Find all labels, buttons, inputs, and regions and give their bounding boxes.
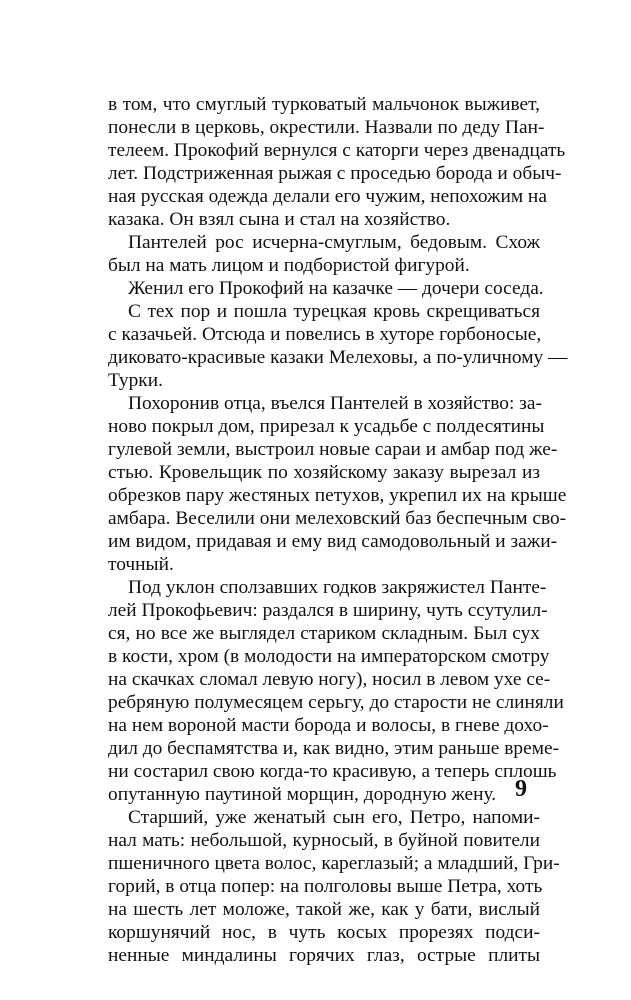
text-line: обрезков пару жестяных петухов, укрепил их на крыше: [108, 485, 567, 506]
text-line: диковато-красивые казаки Мелеховы, а по-уличному —: [108, 347, 568, 368]
text-line: Под уклон сползавших годков закряжистел Панте-: [128, 577, 547, 598]
text-line: ни состарил свою когда-то красивую, а теперь сплошь: [108, 761, 557, 782]
text-line: казака. Он взял сына и стал на хозяйство.: [108, 209, 451, 230]
text-line: горий, в отца попер: на полголовы выше Петра, хоть: [108, 876, 543, 897]
body-text: [108, 93, 568, 967]
text-line: на шесть лет моложе, такой же, как у бати, вислый: [108, 899, 540, 920]
text-line: с казачьей. Отсюда и повелись в хуторе горбоносые,: [108, 324, 542, 345]
text-line: Старший, уже женатый сын его, Петро, напоми-: [128, 807, 540, 828]
text-line: в кости, хром (в молодости на императорском смотру: [108, 646, 550, 667]
text-line: Пантелей рос исчерна-смуглым, бедовым. Схож: [128, 232, 540, 253]
text-line: опутанную паутиной морщин, дородную жену.: [108, 784, 497, 805]
text-line: Похоронив отца, въелся Пантелей в хозяйство: за-: [128, 393, 542, 414]
text-line: нал мать: небольшой, курносый, в буйной повители: [108, 830, 540, 851]
text-line: лет. Подстриженная рыжая с проседью борода и обыч-: [108, 163, 562, 184]
text-line: на нем вороной масти борода и волосы, в гневе дохо-: [108, 715, 549, 736]
text-line: стью. Кровельщик по хозяйскому заказу вырезал из: [108, 462, 540, 483]
text-line: ребряную полумесяцем серьгу, до старости не слиняли: [108, 692, 564, 713]
text-line: точный.: [108, 554, 174, 575]
text-line: коршунячий нос, в чуть косых прорезях подси-: [108, 922, 540, 943]
text-line: гулевой земли, выстроил новые сараи и амбар под же-: [108, 439, 558, 460]
text-line: пшеничного цвета волос, кареглазый; а младший, Гри-: [108, 853, 560, 874]
text-line: С тех пор и пошла турецкая кровь скрещиваться: [128, 301, 540, 322]
text-line: на скачках сломал левую ногу), носил в левом ухе се-: [108, 669, 551, 690]
text-line: в том, что смуглый турковатый мальчонок выживет,: [108, 94, 540, 115]
text-line: ненные миндалины горячих глаз, острые плиты: [108, 945, 540, 966]
page-number: 9: [515, 776, 527, 802]
text-line: Женил его Прокофий на казачке — дочери соседа.: [128, 278, 544, 299]
text-line: им видом, придавая и ему вид самодовольный и зажи-: [108, 531, 558, 552]
text-line: телеем. Прокофий вернулся с каторги через двенадцать: [108, 140, 566, 161]
text-line: ся, но все же выглядел стариком складным. Был сух: [108, 623, 540, 644]
text-line: лей Прокофьевич: раздался в ширину, чуть ссутулил-: [108, 600, 548, 621]
text-line: амбара. Веселили они мелеховский баз беспечным сво-: [108, 508, 567, 529]
text-line: Турки.: [108, 370, 163, 391]
text-line: ново покрыл дом, прирезал к усадьбе с полдесятины: [108, 416, 545, 437]
text-line: понесли в церковь, окрестили. Назвали по деду Пан-: [108, 117, 545, 138]
text-line: был на мать лицом и подбористой фигурой.: [108, 255, 470, 276]
text-line: ная русская одежда делали его чужим, непохожим на: [108, 186, 547, 207]
text-line: дил до беспамятства и, как видно, этим раньше време-: [108, 738, 560, 759]
